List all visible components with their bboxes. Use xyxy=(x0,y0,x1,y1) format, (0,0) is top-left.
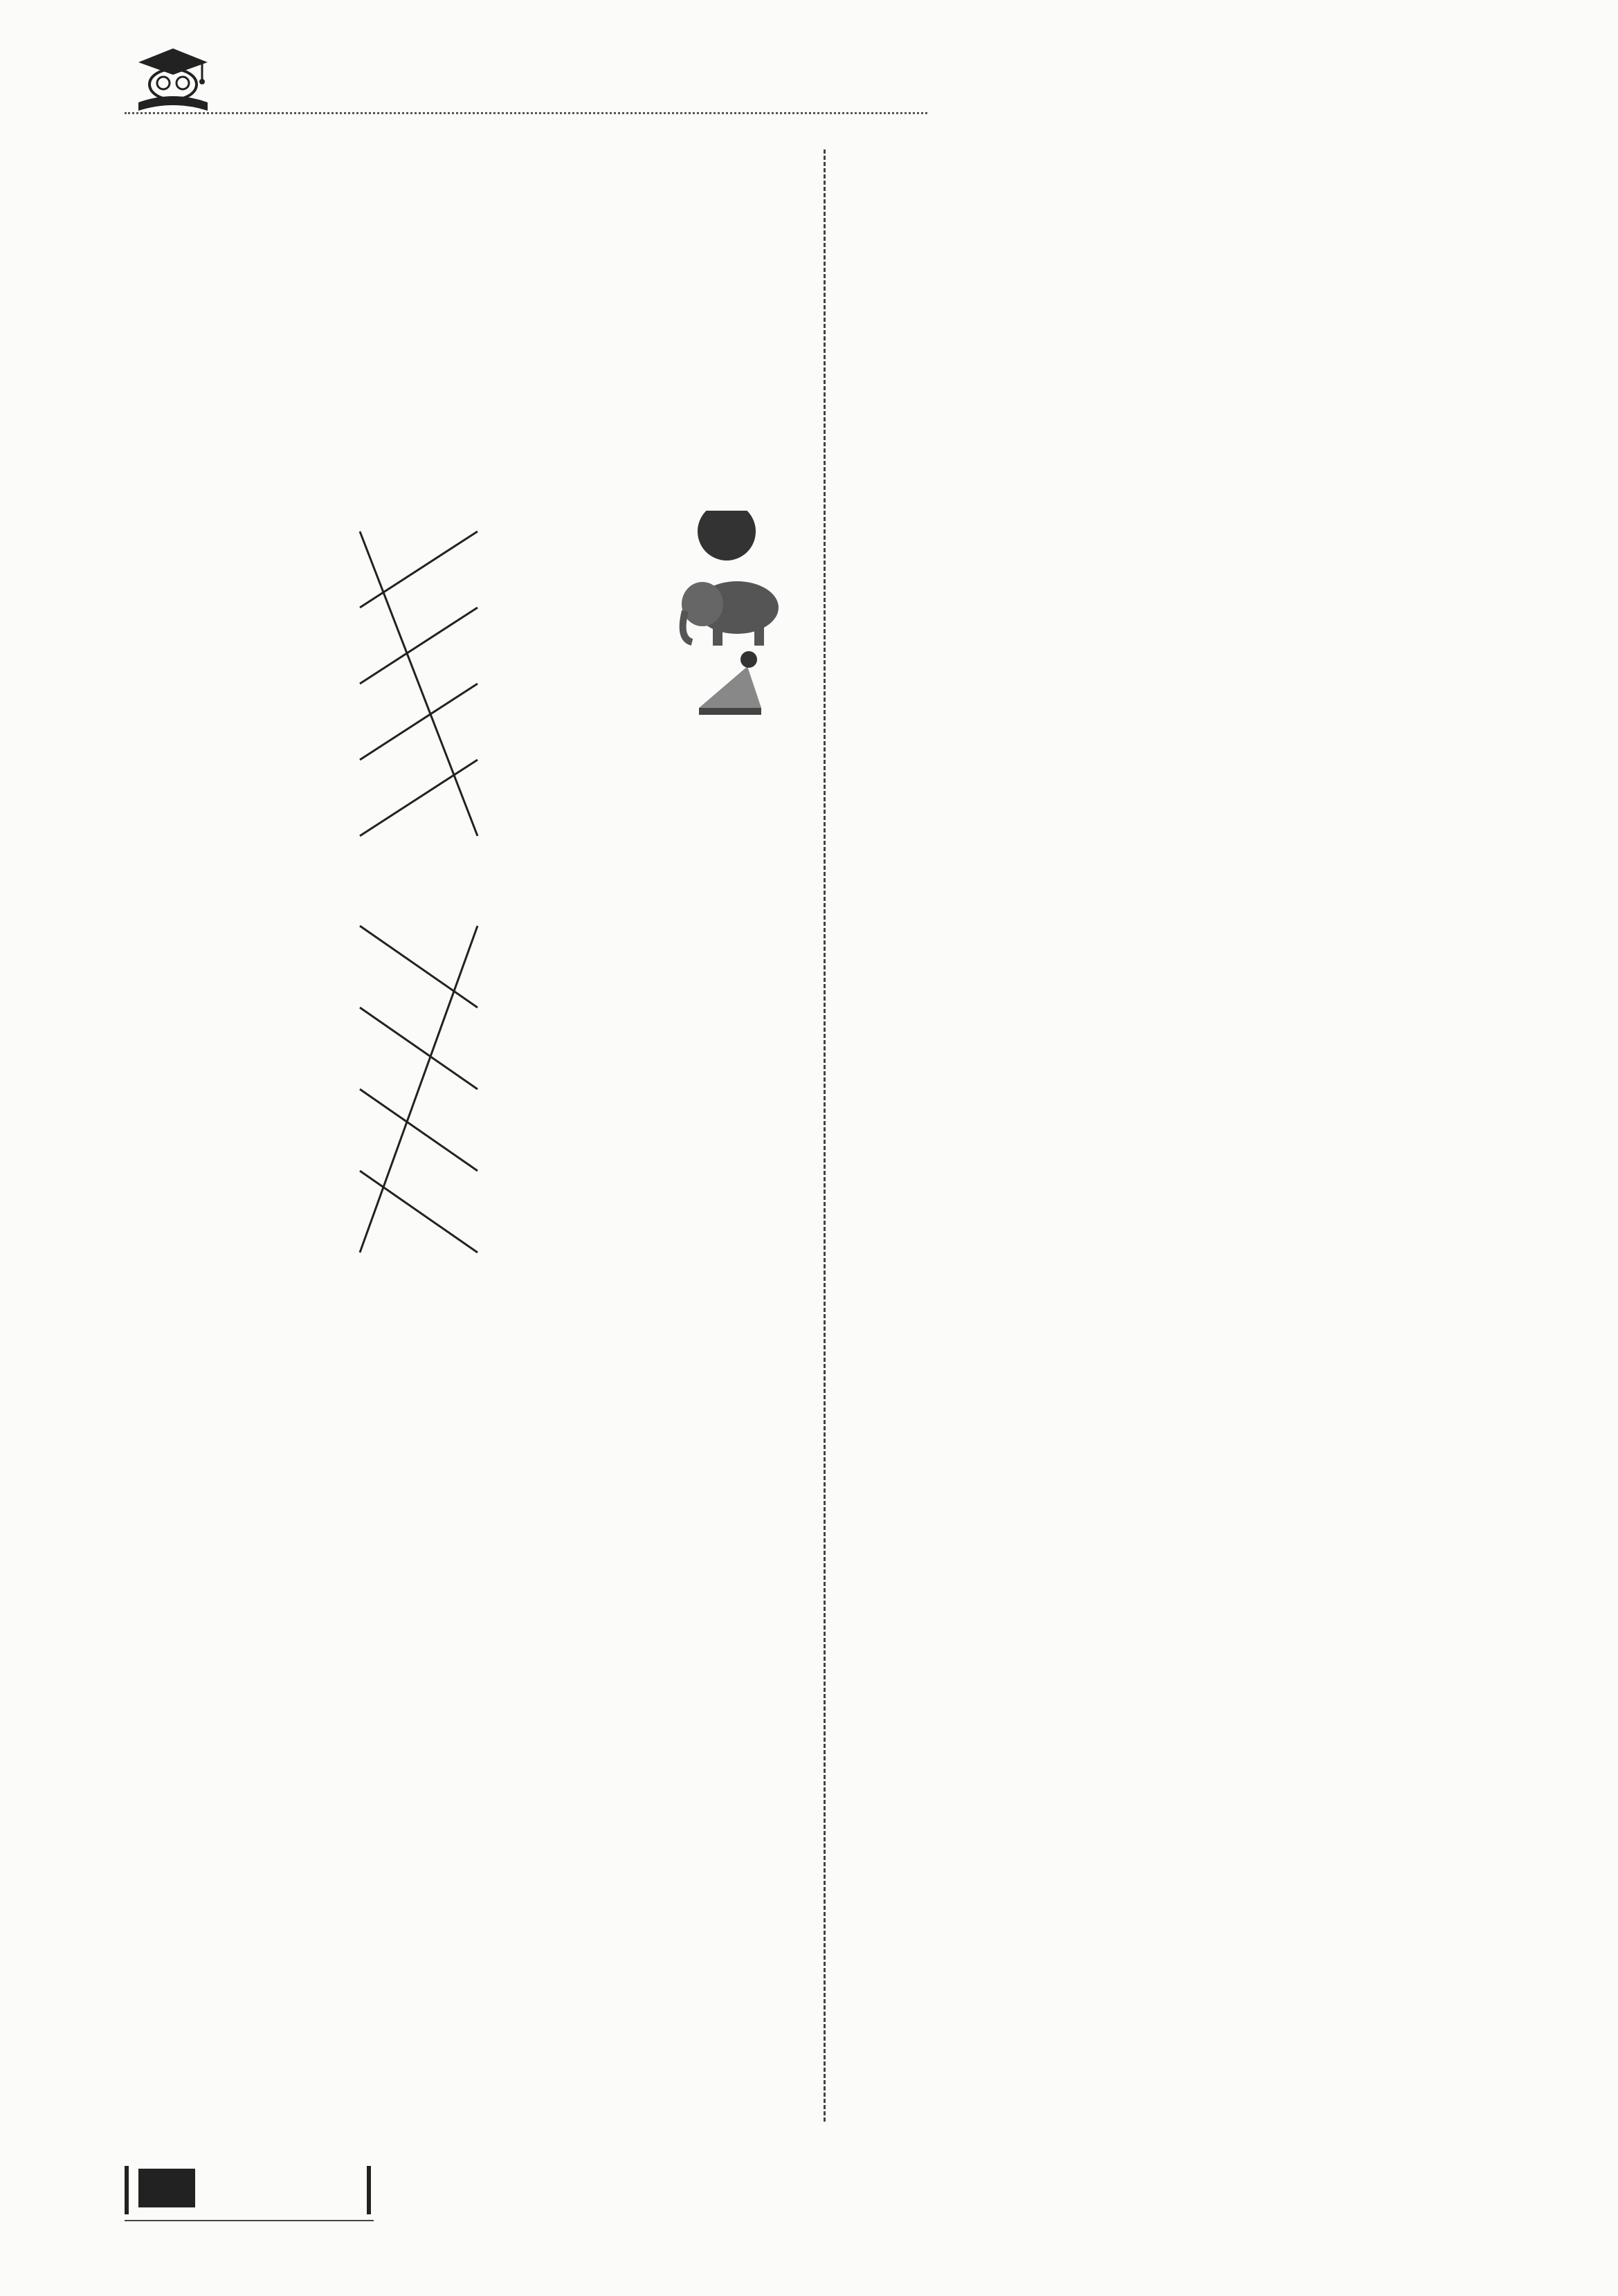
match-line xyxy=(360,531,478,836)
dialogue-block xyxy=(850,1562,1542,1843)
answer-line xyxy=(125,1838,817,1878)
dialogue-line xyxy=(850,1077,1542,1117)
column-divider xyxy=(824,149,826,2122)
match-line xyxy=(360,531,478,608)
answer-line xyxy=(125,390,817,430)
answer-line xyxy=(850,1442,1542,1482)
page-footer xyxy=(125,2166,401,2221)
answer-line xyxy=(850,675,1542,716)
answer-line xyxy=(125,310,817,350)
answer-line xyxy=(125,1340,817,1380)
word-label xyxy=(484,912,489,936)
word-label xyxy=(484,994,489,1018)
answer-line xyxy=(125,1300,817,1340)
word-label xyxy=(484,594,489,618)
answer-line xyxy=(125,1557,817,1597)
orange-icon xyxy=(698,511,756,561)
answer-line xyxy=(125,1477,817,1517)
answer-line xyxy=(850,190,1542,230)
answer-line xyxy=(125,430,817,471)
match-line xyxy=(360,684,478,760)
match-line xyxy=(360,926,478,1008)
answer-line xyxy=(850,1482,1542,1522)
answer-line xyxy=(850,876,1542,916)
match-line xyxy=(360,1089,478,1171)
word-label xyxy=(484,518,489,542)
answer-line xyxy=(125,1878,817,1918)
answer-line xyxy=(850,796,1542,836)
answer-line xyxy=(850,635,1542,675)
lesson-title xyxy=(850,471,1542,515)
dialogue-line xyxy=(850,1157,1542,1197)
dialogue-line xyxy=(850,1562,1542,1603)
match-line xyxy=(360,760,478,836)
dialogue-block xyxy=(850,1037,1542,1358)
dialogue-line xyxy=(850,390,1542,430)
answer-line xyxy=(125,350,817,390)
footer-bar xyxy=(367,2166,371,2214)
answer-line xyxy=(850,756,1542,796)
dialogue-line xyxy=(850,1803,1542,1843)
match-line xyxy=(360,608,478,684)
answer-line xyxy=(125,1437,817,1477)
dialogue-line xyxy=(850,1603,1542,1643)
word-label xyxy=(484,1239,489,1263)
answer-line xyxy=(125,1758,817,1798)
answer-line xyxy=(850,149,1542,190)
word-label xyxy=(484,1075,489,1100)
answer-line xyxy=(850,716,1542,756)
answer-line xyxy=(850,1402,1542,1442)
word-label xyxy=(484,822,489,846)
page-number xyxy=(138,2169,195,2207)
answer-line xyxy=(125,149,817,190)
answer-line xyxy=(850,1522,1542,1562)
dialogue-line xyxy=(850,1683,1542,1723)
dialogue-line xyxy=(850,1318,1542,1358)
scholar-logo-icon xyxy=(125,42,221,114)
answer-line xyxy=(125,1798,817,1838)
dialogue-line xyxy=(850,1197,1542,1237)
match-line xyxy=(360,1171,478,1252)
match-line xyxy=(360,926,478,1252)
cake-icon xyxy=(699,651,761,715)
answer-line xyxy=(850,230,1542,270)
answer-line xyxy=(850,270,1542,310)
dialogue-line xyxy=(850,1723,1542,1763)
lesson-title xyxy=(850,1358,1542,1402)
answer-line xyxy=(850,595,1542,635)
answer-line xyxy=(125,190,817,230)
answer-line xyxy=(850,555,1542,595)
footer-bar xyxy=(125,2166,129,2214)
dialogue-line xyxy=(850,350,1542,390)
page-header xyxy=(125,42,955,118)
dialogue-line xyxy=(850,1277,1542,1318)
answer-line xyxy=(125,1597,817,1637)
dialogue-line xyxy=(850,430,1542,471)
answer-line xyxy=(850,916,1542,956)
dialogue-line xyxy=(850,1643,1542,1683)
elephant-icon xyxy=(682,581,779,646)
dialogue-line xyxy=(850,310,1542,350)
answer-line xyxy=(125,1718,817,1758)
dialogue-line xyxy=(850,1237,1542,1277)
answer-line xyxy=(125,1677,817,1718)
left-column xyxy=(125,149,817,1918)
answer-line xyxy=(125,230,817,270)
answer-line xyxy=(850,836,1542,876)
dialogue-line xyxy=(850,1037,1542,1077)
word-label xyxy=(484,746,489,770)
dialogue-line xyxy=(850,1763,1542,1803)
lesson-title xyxy=(125,1392,817,1437)
word-label xyxy=(484,670,489,694)
answer-line xyxy=(125,1637,817,1677)
answer-line xyxy=(850,515,1542,555)
answer-line xyxy=(125,270,817,310)
answer-line xyxy=(850,956,1542,996)
matching-lines xyxy=(125,511,817,1300)
right-column xyxy=(850,149,1542,1843)
header-divider xyxy=(125,112,927,114)
match-line xyxy=(360,1008,478,1089)
dialogue-line xyxy=(850,1117,1542,1157)
word-label xyxy=(484,1157,489,1181)
footer-rule xyxy=(125,2220,374,2221)
dialogue-block xyxy=(850,310,1542,471)
answer-line xyxy=(125,471,817,511)
answer-line xyxy=(125,1517,817,1557)
matching-exercise xyxy=(125,511,817,1300)
answer-line xyxy=(850,996,1542,1037)
